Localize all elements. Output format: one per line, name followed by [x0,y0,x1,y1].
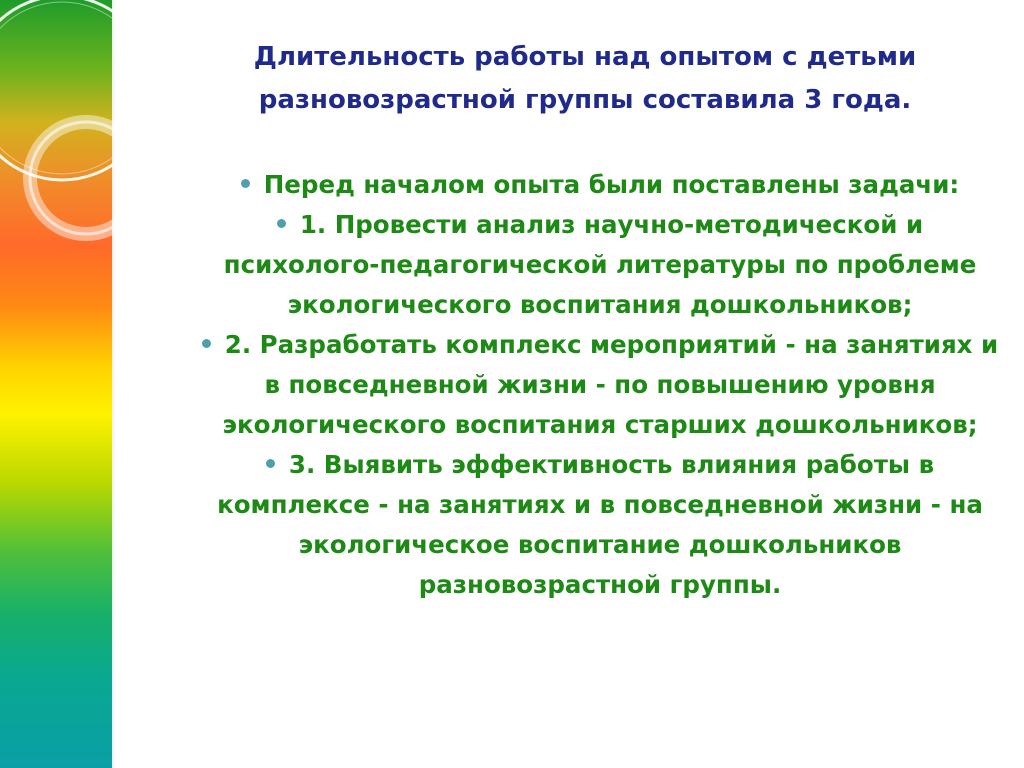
round-bullet-icon [202,339,211,348]
task-bullet-list [200,165,1000,605]
bullet-item-task-1 [200,205,1000,325]
bullet-text: 1. Провести анализ научно-методической и психолого-педагогической литературы по проблеме экологического воспитания дошкольников; [223,210,977,319]
round-bullet-icon [277,219,286,228]
bullet-item-task-2 [200,325,1000,445]
ring-decoration [0,0,180,260]
bullet-text: 3. Выявить эффективность влияния работы в комплексе - на занятиях и в повседневной жизни - на экологическое воспитание дошкольников разновозрастной группы. [217,450,983,599]
bullet-text: 2. Разработать комплекс мероприятий - на занятиях и в повседневной жизни - по повышению уровня экологического воспитания старших дошкольников; [222,330,999,439]
round-bullet-icon [266,459,275,468]
round-bullet-icon [241,179,250,188]
bullet-item-task-3 [200,445,1000,605]
bullet-item-intro [200,165,1000,205]
slide-title: Длительность работы над опытом с детьми разновозрастной группы составила 3 года. [253,42,917,115]
bullet-text: Перед началом опыта были поставлены задачи: [263,170,960,199]
